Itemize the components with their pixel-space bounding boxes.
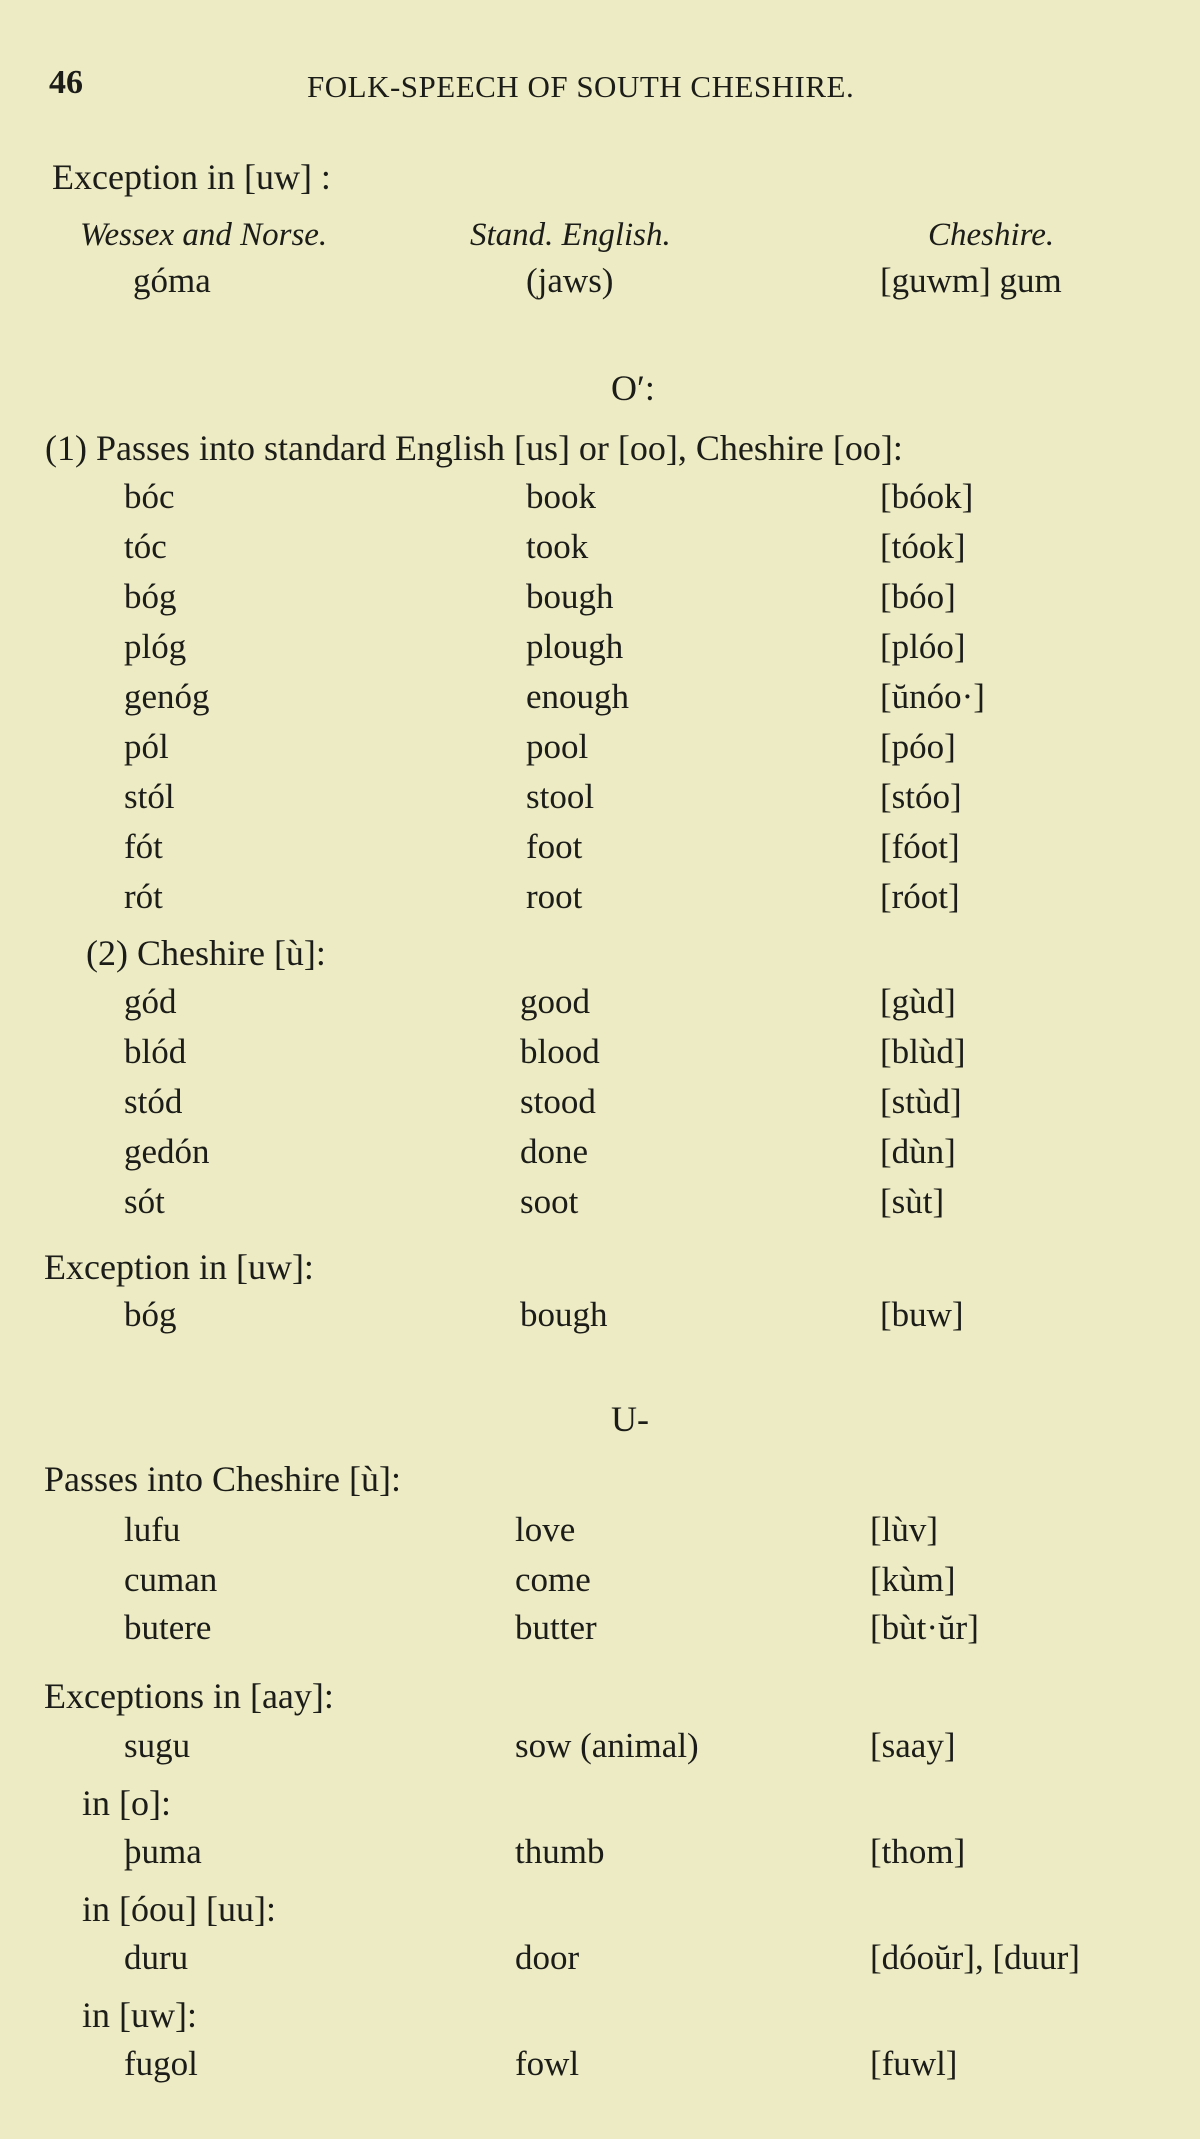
old-form: þuma (124, 1832, 202, 1871)
cheshire-form: [fóot] (880, 827, 960, 866)
standard-english-form: door (515, 1938, 580, 1977)
old-form: sugu (124, 1726, 191, 1765)
old-form: pól (124, 727, 169, 766)
cheshire-form: [guwm] gum (880, 261, 1062, 300)
old-form: fót (124, 827, 163, 866)
cheshire-form: [stùd] (880, 1082, 962, 1121)
table-row (0, 827, 1200, 875)
standard-english-form: blood (520, 1032, 600, 1071)
standard-english-form: foot (526, 827, 583, 866)
table-row (0, 477, 1200, 525)
table-row (0, 777, 1200, 825)
cheshire-form: [róot] (880, 877, 960, 916)
standard-english-form: bough (526, 577, 614, 616)
part-2-heading: (2) Cheshire [ù]: (86, 933, 326, 973)
old-form: lufu (124, 1510, 181, 1549)
old-form: bóg (124, 577, 177, 616)
standard-english-form: (jaws) (526, 261, 614, 300)
standard-english-form: come (515, 1560, 591, 1599)
section-heading-u: U- (611, 1399, 649, 1439)
running-title: FOLK-SPEECH OF SOUTH CHESHIRE. (307, 69, 855, 104)
table-row (0, 982, 1200, 1030)
standard-english-form: root (526, 877, 583, 916)
section-intro: Passes into Cheshire [ù]: (44, 1459, 401, 1499)
cheshire-form: [bùt·ŭr] (870, 1608, 979, 1647)
old-form: blód (124, 1032, 187, 1071)
table-row (0, 1832, 1200, 1880)
table-row (0, 627, 1200, 675)
standard-english-form: took (526, 527, 589, 566)
standard-english-form: stood (520, 1082, 596, 1121)
standard-english-form: soot (520, 1182, 579, 1221)
cheshire-form: [póo] (880, 727, 956, 766)
exceptions-uw-heading: in [uw]: (82, 1995, 197, 2035)
old-form: tóc (124, 527, 167, 566)
old-form: stód (124, 1082, 183, 1121)
old-form: rót (124, 877, 163, 916)
old-form: duru (124, 1938, 189, 1977)
exception-heading: Exception in [uw]: (44, 1247, 314, 1287)
column-header-standard-english: Stand. English. (470, 217, 671, 253)
cheshire-form: [dóoŭr], [duur] (870, 1938, 1080, 1977)
exception-heading: Exception in [uw] : (52, 157, 331, 197)
table-row (0, 877, 1200, 925)
table-row (0, 1510, 1200, 1558)
cheshire-form: [thom] (870, 1832, 966, 1871)
standard-english-form: sow (animal) (515, 1726, 699, 1765)
old-form: bóg (124, 1295, 177, 1334)
old-form: genóg (124, 677, 210, 716)
old-form: cuman (124, 1560, 218, 1599)
standard-english-form: butter (515, 1608, 597, 1647)
standard-english-form: fowl (515, 2044, 580, 2083)
column-header-cheshire: Cheshire. (928, 217, 1055, 253)
standard-english-form: plough (526, 627, 624, 666)
cheshire-form: [stóo] (880, 777, 962, 816)
cheshire-form: [gùd] (880, 982, 956, 1021)
standard-english-form: stool (526, 777, 595, 816)
standard-english-form: pool (526, 727, 589, 766)
column-header-wessex-norse: Wessex and Norse. (80, 217, 328, 253)
cheshire-form: [kùm] (870, 1560, 956, 1599)
cheshire-form: [bóok] (880, 477, 974, 516)
table-row (0, 1082, 1200, 1130)
cheshire-form: [lùv] (870, 1510, 939, 1549)
exceptions-o-heading: in [o]: (82, 1783, 171, 1823)
cheshire-form: [blùd] (880, 1032, 966, 1071)
cheshire-form: [plóo] (880, 627, 966, 666)
table-row (0, 1608, 1200, 1656)
table-row (0, 2044, 1200, 2092)
table-row (0, 1295, 1200, 1343)
table-row (0, 527, 1200, 575)
cheshire-form: [sùt] (880, 1182, 945, 1221)
exceptions-oou-heading: in [óou] [uu]: (82, 1889, 276, 1929)
cheshire-form: [fuwl] (870, 2044, 958, 2083)
old-form: plóg (124, 627, 187, 666)
standard-english-form: enough (526, 677, 630, 716)
table-row (0, 1726, 1200, 1774)
table-row (0, 1182, 1200, 1230)
standard-english-form: good (520, 982, 590, 1021)
page-number: 46 (49, 64, 83, 101)
table-row (0, 727, 1200, 775)
table-row (0, 677, 1200, 725)
cheshire-form: [tóok] (880, 527, 966, 566)
cheshire-form: [saay] (870, 1726, 956, 1765)
old-form: góma (133, 261, 211, 300)
cheshire-form: [ŭnóo·] (880, 677, 985, 716)
cheshire-form: [bóo] (880, 577, 956, 616)
standard-english-form: bough (520, 1295, 608, 1334)
old-form: sót (124, 1182, 165, 1221)
old-form: stól (124, 777, 175, 816)
standard-english-form: love (515, 1510, 576, 1549)
standard-english-form: thumb (515, 1832, 605, 1871)
part-1-heading: (1) Passes into standard English [us] or [oo], Cheshire [oo]: (45, 428, 903, 468)
table-row (0, 1032, 1200, 1080)
old-form: gód (124, 982, 177, 1021)
old-form: butere (124, 1608, 212, 1647)
cheshire-form: [buw] (880, 1295, 964, 1334)
table-row (0, 1938, 1200, 1986)
standard-english-form: done (520, 1132, 589, 1171)
table-row (0, 1132, 1200, 1180)
cheshire-form: [dùn] (880, 1132, 956, 1171)
standard-english-form: book (526, 477, 596, 516)
table-row (0, 1560, 1200, 1608)
section-heading-o-long: O′: (611, 368, 655, 408)
exceptions-aay-heading: Exceptions in [aay]: (44, 1676, 334, 1716)
old-form: gedón (124, 1132, 210, 1171)
table-row (0, 261, 1200, 309)
table-row (0, 577, 1200, 625)
old-form: bóc (124, 477, 175, 516)
old-form: fugol (124, 2044, 198, 2083)
